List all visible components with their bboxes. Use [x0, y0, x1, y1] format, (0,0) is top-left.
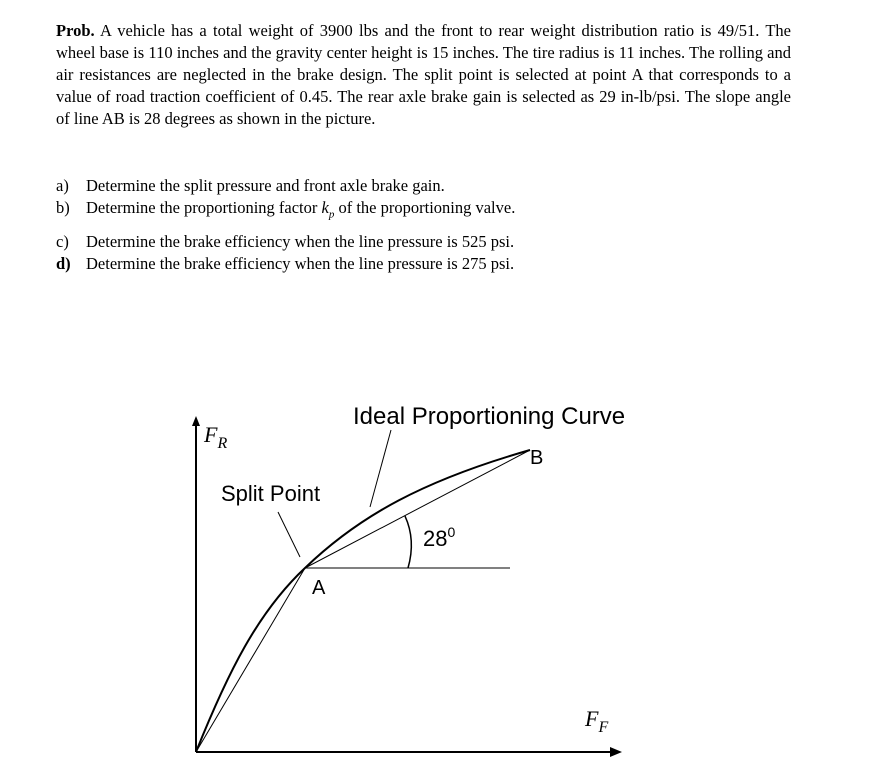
question-text: Determine the split pressure and front axle brake gain. — [86, 176, 445, 195]
y-axis-arrowhead — [192, 416, 200, 426]
question-text-tail: of the proportioning valve. — [338, 198, 516, 217]
x-axis-label: $F_F$ — [585, 706, 609, 736]
angle-label: $28^0$ — [423, 524, 456, 551]
question-letter: d) — [56, 254, 71, 274]
split-point-leader — [278, 512, 300, 557]
kp-symbol: $k_p$ — [321, 198, 335, 221]
problem-label: Prob. — [56, 21, 95, 40]
question-text: Determine the brake efficiency when the line pressure is 275 psi. — [86, 254, 515, 274]
question-item — [56, 231, 816, 253]
split-point-label: Split Point — [221, 481, 321, 506]
curve-label-leader — [370, 430, 391, 507]
x-axis-arrowhead — [610, 747, 622, 757]
question-item — [56, 175, 816, 197]
question-item — [56, 253, 816, 275]
y-axis-label: $F_R$ — [204, 422, 228, 452]
question-letter: a) — [56, 176, 69, 195]
angle-arc — [405, 516, 411, 568]
question-letter: c) — [56, 232, 69, 252]
proportioning-figure — [0, 380, 896, 772]
question-item — [56, 197, 816, 225]
question-list — [56, 175, 816, 275]
line-ab — [305, 450, 530, 568]
line-origin-to-a — [196, 568, 305, 752]
problem-text: A vehicle has a total weight of 3900 lbs and the front to rear weight distribution ratio is 49/51. The wheel base is 110 inches and the gravity center height is 15 inches. The tire radius is 11 inches. The rolling and air resistances are neglected in the brake design. The split point is selected at point A that corresponds to a value of road traction coefficient of 0.45. The rear axle brake gain is selected as 29 in-lb/psi. The slope angle of line AB is 28 degrees as shown in the picture. — [56, 21, 791, 128]
point-b-label: B — [530, 447, 544, 469]
question-text: Determine the brake efficiency when the line pressure is 525 psi. — [86, 232, 515, 252]
question-text: Determine the proportioning factor — [86, 198, 318, 217]
curve-label: Ideal Proportioning Curve — [353, 403, 626, 430]
question-letter: b) — [56, 198, 70, 217]
point-a-label: A — [312, 577, 326, 599]
problem-statement — [56, 20, 791, 130]
